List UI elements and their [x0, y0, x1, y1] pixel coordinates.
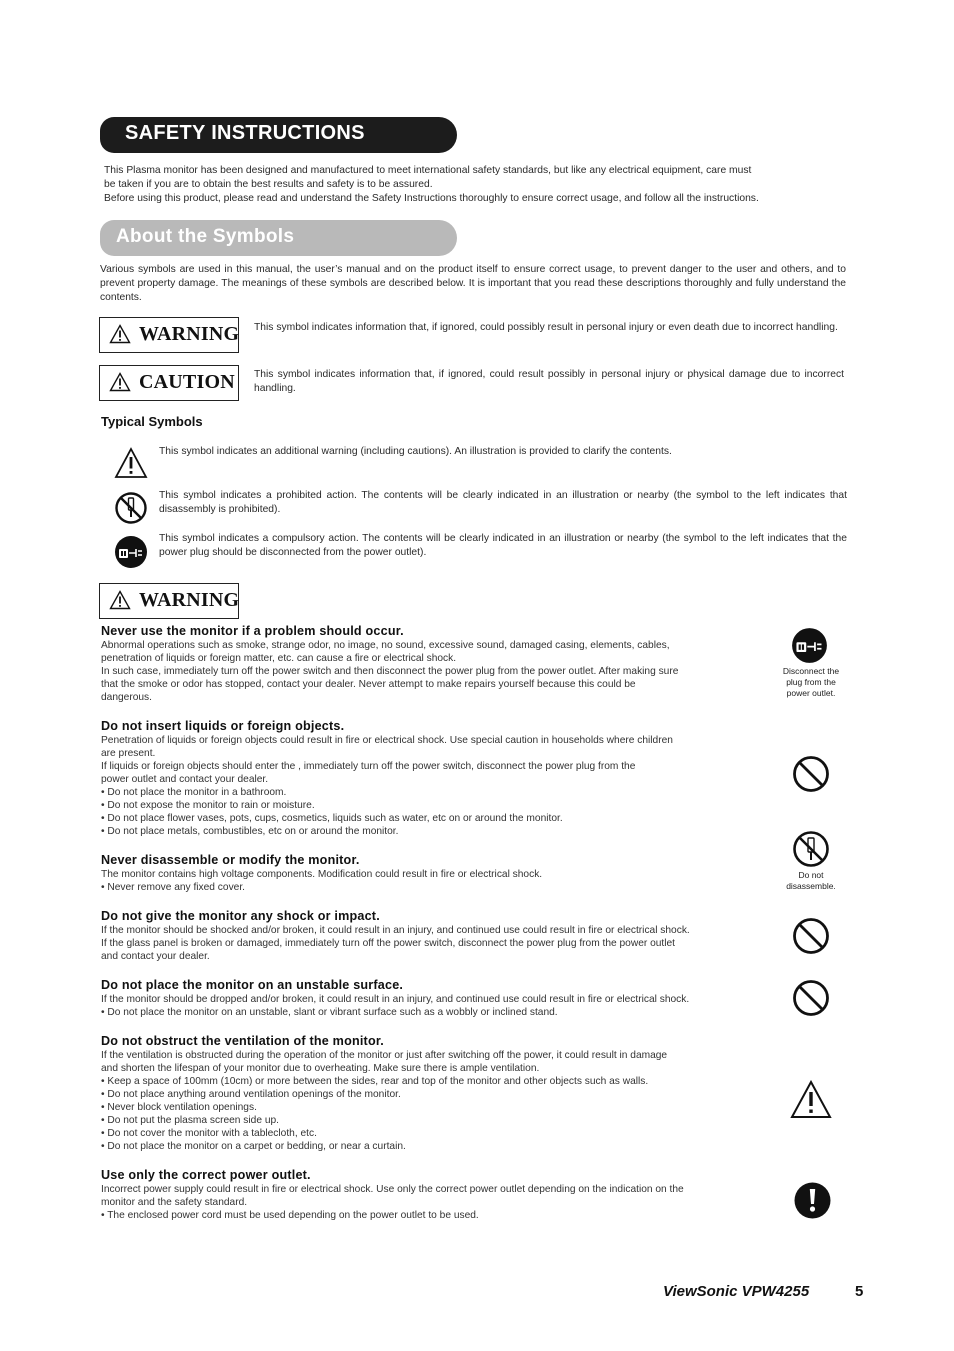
warning-section-box [99, 583, 239, 619]
safety-instructions-title: SAFETY INSTRUCTIONS [125, 122, 365, 144]
section-heading: Never use the monitor if a problem should occur. [101, 624, 404, 638]
page-number: 5 [855, 1283, 864, 1300]
no-disassembly-icon [792, 830, 830, 868]
typical-symbol-warning-text: This symbol indicates an additional warning (including cautions). An illustration is provided to clarify the contents. [159, 446, 672, 457]
section-heading: Use only the correct power outlet. [101, 1168, 311, 1182]
caution-triangle-icon [109, 372, 131, 392]
section-heading: Do not insert liquids or foreign objects. [101, 719, 345, 733]
safety-instructions-banner [100, 117, 457, 153]
section-body: Penetration of liquids or foreign objects could result in fire or electrical shock. Use special caution in households where children are present. If liquids or foreign objects should enter the , immediately turn off the power switch, disconnect the power plug from the power outlet and contact your dealer. • Do not place the monitor in a bathroom. • Do not expose the monitor to rain or moisture. • Do not place flower vases, pots, cups, cosmetics, liquids such as water, etc on or around the monitor. • Do not place metals, combustibles, etc on or around the monitor. [101, 735, 673, 837]
caution-description: This symbol indicates information that, if ignored, could result possibly in personal injury or physical damage due to incorrect handling. [254, 369, 844, 395]
typical-symbol-compulsory-text: This symbol indicates a compulsory action. The contents will be clearly indicated in an illustration or nearby (the symbol to the left indicates that the power plug should be disconnected from the power outlet). [159, 533, 847, 559]
exclamation-triangle-icon [790, 1080, 832, 1119]
section-body: Incorrect power supply could result in fire or electrical shock. Use only the correct power outlet depending on the indication on the monitor and the safety standard. • The enclosed power cord must be used depending on the power outlet to be used. [101, 1184, 684, 1221]
prohibited-icon [792, 979, 830, 1017]
section-body: If the monitor should be dropped and/or broken, it could result in an injury, and continued use could result in fire or electrical shock. • Do not place the monitor on an unstable, slant or vibrant surface such as a wobbly or inclined stand. [101, 994, 690, 1018]
warning-label-box [99, 317, 239, 353]
section-heading: Do not obstruct the ventilation of the monitor. [101, 1034, 384, 1048]
exclamation-triangle-icon [114, 447, 148, 479]
typical-symbols-heading: Typical Symbols [101, 414, 203, 429]
section-body: If the monitor should be shocked and/or broken, it could result in an injury, and continued use could result in fire or electrical shock. If the glass panel is broken or damaged, immediately turn off the power switch, disconnect the power plug from the power outlet and contact your dealer. [101, 925, 690, 962]
intro-paragraph: This Plasma monitor has been designed and manufactured to meet international safety standards, but like any electrical equipment, care must be taken if you are to obtain the best results and safety is to be assured. Before using this product, please read and understand the Safety Instructions thoroughly to ensure correct usage, and follow all the instructions. [104, 165, 759, 205]
section-body: The monitor contains high voltage components. Modification could result in fire or electrical shock. • Never remove any fixed cover. [101, 869, 543, 893]
about-symbols-banner [100, 220, 457, 256]
mandatory-action-icon [794, 1182, 831, 1219]
footer-model: ViewSonic VPW4255 [663, 1283, 810, 1300]
prohibited-icon [792, 917, 830, 955]
warning-label: WARNING [139, 323, 240, 345]
unplug-caption: Disconnect the plug from the power outlet. [782, 666, 840, 698]
symbols-intro-paragraph: Various symbols are used in this manual, the user’s manual and on the product itself to ensure correct usage, to prevent danger to the user and others, and to prevent property damage. The meanings of these symbols are described below. It is important that you read these descriptions thoroughly and fully understand the contents. [100, 264, 846, 304]
section-heading: Do not give the monitor any shock or impact. [101, 909, 380, 923]
unplug-icon [791, 627, 828, 664]
unplug-icon [114, 535, 148, 569]
caution-label-box [99, 365, 239, 401]
prohibited-icon [792, 755, 830, 793]
warning-triangle-icon [109, 324, 131, 344]
section-heading: Do not place the monitor on an unstable surface. [101, 978, 404, 992]
typical-symbol-prohibited-text: This symbol indicates a prohibited action. The contents will be clearly indicated in an illustration or nearby (the symbol to the left indicates that disassembly is prohibited). [159, 490, 847, 516]
warning-description: This symbol indicates information that, if ignored, could possibly result in personal injury or even death due to incorrect handling. [254, 322, 838, 333]
section-body: If the ventilation is obstructed during the operation of the monitor or just after switching off the power, it could result in damage and shorten the lifespan of your monitor due to overheating. Make sure there is ample ventilation. • Keep a space of 100mm (10cm) or more between the sides, rear and top of the monitor and other objects such as walls. • Do not place anything around ventilation openings of the monitor. • Never block ventilation openings. • Do not put the plasma screen side up. • Do not cover the monitor with a tablecloth, etc. • Do not place the monitor on a carpet or bedding, or near a curtain. [101, 1050, 668, 1152]
section-heading: Never disassemble or modify the monitor. [101, 853, 360, 867]
disassemble-caption: Do not disassemble. [786, 870, 836, 891]
caution-label: CAUTION [139, 371, 235, 393]
warning-section-label: WARNING [139, 589, 240, 611]
warning-triangle-icon [109, 590, 131, 610]
section-body: Abnormal operations such as smoke, strange odor, no image, no sound, excessive sound, damaged casing, elements, cables, penetration of liquids or foreign matter, etc. can cause a fire or electrical shock. In such case, immediately turn off the power switch and then disconnect the power plug from the power outlet. After making sure that the smoke or odor has stopped, contact your dealer. Never attempt to make repairs yourself because this could be dangerous. [101, 640, 679, 703]
no-disassembly-icon [114, 491, 148, 525]
about-symbols-title: About the Symbols [116, 226, 295, 247]
